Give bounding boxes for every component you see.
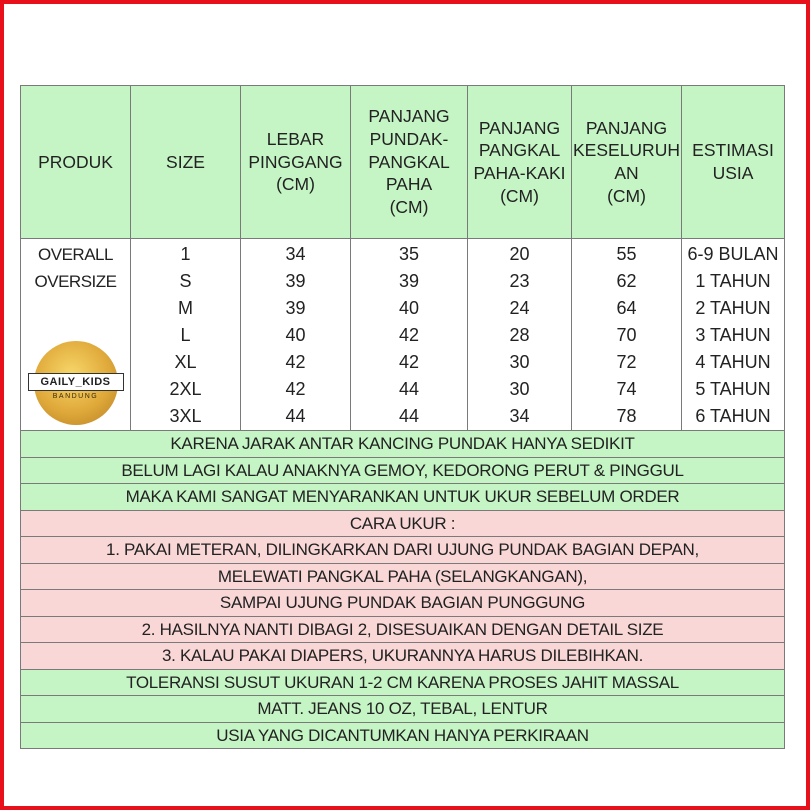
table-cell-value: 1 TAHUN	[695, 271, 771, 291]
note-row	[21, 510, 785, 537]
header-panjang-pundak-pangkal-paha	[351, 86, 468, 239]
note-text: USIA YANG DICANTUMKAN HANYA PERKIRAAN	[21, 722, 785, 749]
panjang-keseluruhan-column	[572, 239, 682, 431]
note-row	[21, 643, 785, 670]
note-text: 1. PAKAI METERAN, DILINGKARKAN DARI UJUNG PUNDAK BAGIAN DEPAN,	[21, 537, 785, 564]
header-lebar-pinggang	[241, 86, 351, 239]
note-row	[21, 669, 785, 696]
table-cell-value: L	[180, 325, 191, 345]
table-cell-value: 5 TAHUN	[695, 379, 771, 399]
header-panjang-pangkal-paha-kaki	[468, 86, 572, 239]
header-row	[21, 86, 785, 239]
note-row	[21, 431, 785, 458]
header-line: PANJANG	[585, 117, 668, 138]
header-line: (CM)	[607, 185, 646, 206]
table-cell-value: 74	[616, 379, 637, 399]
note-row	[21, 696, 785, 723]
header-line: (CM)	[500, 185, 539, 206]
table-cell-value: 35	[398, 244, 420, 264]
header-line: (CM)	[276, 174, 315, 195]
table-cell-value: 40	[285, 325, 306, 345]
brand-logo-subtext: BANDUNG	[52, 393, 99, 400]
table-cell-value: 28	[509, 325, 530, 345]
note-text: MATT. JEANS 10 OZ, TEBAL, LENTUR	[21, 696, 785, 723]
table-cell-value: XL	[174, 352, 197, 372]
table-cell-value: 34	[285, 244, 306, 264]
note-row	[21, 722, 785, 749]
table-cell-value: 2 TAHUN	[695, 298, 771, 318]
table-cell-value: 2XL	[169, 379, 202, 399]
header-produk	[21, 86, 131, 239]
table-cell-value: 30	[509, 379, 530, 399]
header-panjang-keseluruhan	[572, 86, 682, 239]
table-cell-value: 30	[509, 352, 530, 372]
panjang-pundak-pangkal-paha-column	[351, 239, 468, 431]
table-cell-value: 55	[616, 244, 637, 264]
size-column	[131, 239, 241, 431]
table-cell-value: 1	[180, 244, 191, 264]
header-line: (CM)	[389, 197, 429, 218]
table-cell-value: 42	[285, 352, 306, 372]
note-text: KARENA JARAK ANTAR KANCING PUNDAK HANYA SEDIKIT	[21, 431, 785, 458]
size-chart	[20, 85, 784, 749]
estimasi-usia-column	[682, 239, 785, 431]
data-row	[21, 239, 785, 431]
table-cell-value: 70	[616, 325, 637, 345]
table-cell-value: 39	[285, 298, 306, 318]
header-line: PINGGANG	[248, 151, 343, 172]
notes-section	[21, 431, 785, 749]
product-name-line-2: OVERSIZE	[34, 272, 117, 291]
table-cell-value: 42	[285, 379, 306, 399]
header-line: KESELURUH	[573, 140, 680, 161]
table-cell-value: 6-9 BULAN	[687, 244, 779, 264]
header-line: PANGKAL	[368, 151, 450, 172]
table-cell-value: 39	[285, 271, 306, 291]
table-cell-value: 39	[398, 271, 420, 291]
table-cell-value: 64	[616, 298, 637, 318]
table-cell-value: 3 TAHUN	[695, 325, 771, 345]
header-line: USIA	[712, 163, 754, 183]
header-line: PUNDAK-	[369, 128, 449, 149]
table-cell-value: 44	[285, 406, 306, 426]
table-cell-value: 78	[616, 406, 637, 426]
note-row	[21, 616, 785, 643]
header-line: LEBAR	[266, 128, 325, 149]
table-cell-value: 23	[509, 271, 530, 291]
header-line: PANJANG	[368, 106, 450, 127]
note-row	[21, 537, 785, 564]
lebar-pinggang-column	[241, 239, 351, 431]
header-line: PAHA-KAKI	[473, 163, 566, 183]
table-cell-value: 24	[509, 298, 530, 318]
product-name-line-1: OVERALL	[38, 245, 113, 264]
table-cell-value: 44	[398, 379, 420, 399]
table-cell-value: S	[179, 271, 192, 291]
note-text: MELEWATI PANGKAL PAHA (SELANGKANGAN),	[21, 563, 785, 590]
table-cell-value: 40	[398, 298, 420, 318]
note-row	[21, 563, 785, 590]
note-row	[21, 590, 785, 617]
brand-logo-text: GAILY_KIDS	[28, 373, 124, 391]
table-cell-value: 6 TAHUN	[695, 406, 771, 426]
note-text: 3. KALAU PAKAI DIAPERS, UKURANNYA HARUS DILEBIHKAN.	[21, 643, 785, 670]
table-cell-value: 20	[509, 244, 530, 264]
header-line: PANGKAL	[478, 140, 561, 161]
note-text: CARA UKUR :	[21, 510, 785, 537]
table-cell-value: 44	[398, 406, 420, 426]
table-cell-value: 42	[398, 325, 420, 345]
table-cell-value: M	[178, 298, 193, 318]
produk-cell	[21, 239, 131, 431]
header-line: ESTIMASI	[692, 140, 774, 161]
table-cell-value: 42	[398, 352, 420, 372]
note-row	[21, 484, 785, 511]
table-cell-value: 62	[616, 271, 637, 291]
note-row	[21, 457, 785, 484]
header-estimasi-usia	[682, 86, 785, 239]
table-cell-value: 3XL	[169, 406, 202, 426]
note-text: TOLERANSI SUSUT UKURAN 1-2 CM KARENA PROSES JAHIT MASSAL	[21, 669, 785, 696]
note-text: BELUM LAGI KALAU ANAKNYA GEMOY, KEDORONG PERUT & PINGGUL	[21, 457, 785, 484]
header-line: PAHA	[385, 174, 433, 195]
header-line: PRODUK	[38, 151, 113, 172]
note-text: 2. HASILNYA NANTI DIBAGI 2, DISESUAIKAN DENGAN DETAIL SIZE	[21, 616, 785, 643]
note-text: SAMPAI UJUNG PUNDAK BAGIAN PUNGGUNG	[21, 590, 785, 617]
header-size	[131, 86, 241, 239]
brand-logo	[34, 341, 118, 425]
table-cell-value: 72	[616, 352, 637, 372]
header-line: AN	[614, 163, 639, 183]
table-cell-value: 4 TAHUN	[695, 352, 771, 372]
note-text: MAKA KAMI SANGAT MENYARANKAN UNTUK UKUR SEBELUM ORDER	[21, 484, 785, 511]
size-chart-table	[20, 85, 785, 749]
header-line: SIZE	[166, 151, 205, 172]
header-line: PANJANG	[478, 117, 561, 138]
table-cell-value: 34	[509, 406, 530, 426]
panjang-pangkal-paha-kaki-column	[468, 239, 572, 431]
